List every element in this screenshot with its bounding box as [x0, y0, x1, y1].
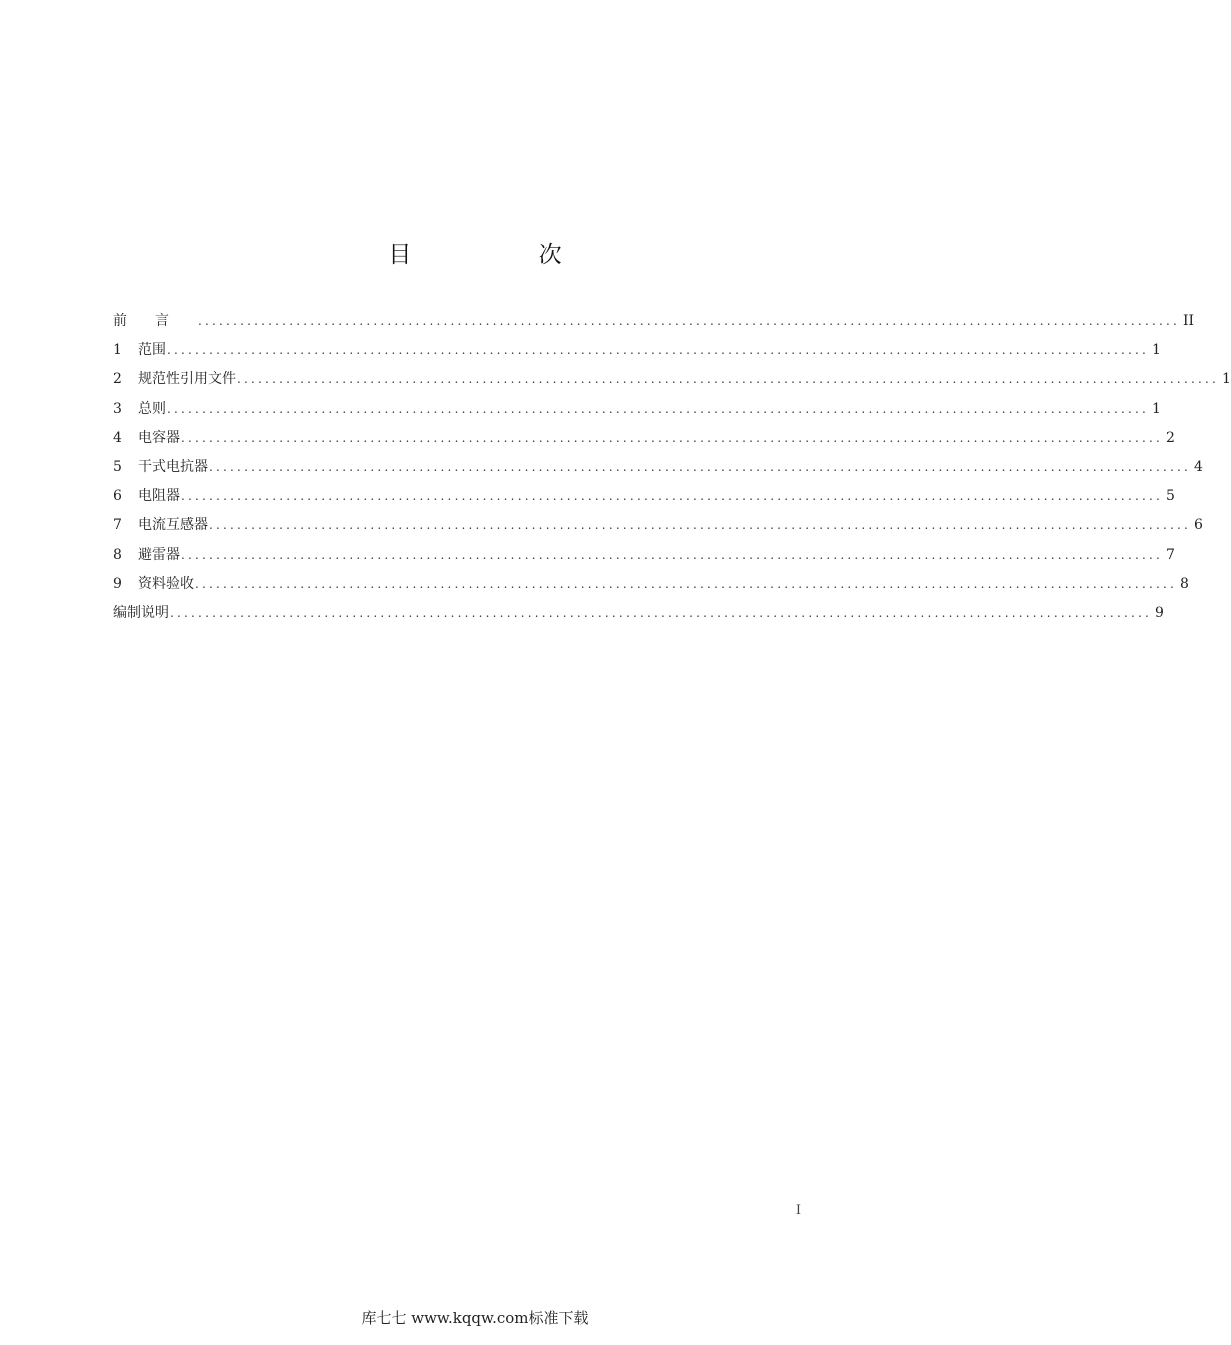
toc-entry-label: 规范性引用文件	[138, 371, 236, 388]
toc-entry-general[interactable]	[113, 397, 1161, 426]
toc-entry-number: 3	[113, 400, 122, 417]
toc-entry-page: 1	[1222, 371, 1231, 388]
toc-entry-label: 电容器	[138, 429, 180, 446]
toc-entry-number: 2	[113, 371, 122, 388]
table-of-contents	[113, 309, 1231, 630]
toc-entry-page: 6	[1194, 517, 1203, 534]
toc-entry-label: 干式电抗器	[138, 458, 208, 475]
toc-entry-page: 2	[1166, 429, 1175, 446]
toc-entry-page: 7	[1166, 546, 1175, 563]
toc-entry-compilation-notes[interactable]	[113, 601, 1164, 630]
toc-entry-label: 资料验收	[138, 575, 194, 592]
toc-entry-number: 6	[113, 488, 122, 505]
toc-entry-documentation-acceptance[interactable]	[113, 572, 1189, 601]
toc-entry-number: 8	[113, 546, 122, 563]
toc-entry-number: 5	[113, 458, 122, 475]
toc-entry-normative-references[interactable]	[113, 367, 1231, 396]
page-title: 目 次	[388, 242, 622, 268]
toc-entry-page: II	[1183, 313, 1195, 329]
toc-entry-label: 前言	[113, 313, 197, 329]
dot-leader: ............................................................................................................................................	[181, 430, 1164, 445]
toc-entry-number: 9	[113, 575, 122, 592]
toc-entry-current-transformer[interactable]	[113, 513, 1203, 542]
toc-entry-label: 避雷器	[138, 546, 180, 563]
dot-leader: ............................................................................................................................................	[195, 576, 1178, 591]
dot-leader: ............................................................................................................................................	[237, 372, 1220, 387]
dot-leader: ............................................................................................................................................	[167, 401, 1150, 416]
toc-entry-page: 1	[1152, 342, 1161, 359]
dot-leader: ............................................................................................................................................	[167, 343, 1150, 358]
dot-leader: ............................................................................................................................................	[170, 605, 1153, 620]
toc-entry-page: 4	[1194, 458, 1203, 475]
page-number: I	[795, 1203, 802, 1218]
toc-entry-resistor[interactable]	[113, 484, 1175, 513]
dot-leader: ............................................................................................................................................	[209, 518, 1192, 533]
toc-entry-number: 7	[113, 517, 122, 534]
toc-entry-number: 4	[113, 429, 122, 446]
toc-entry-label: 范围	[138, 342, 166, 359]
toc-entry-label: 电流互感器	[138, 517, 208, 534]
toc-entry-arrester[interactable]	[113, 543, 1175, 572]
toc-entry-label: 总则	[138, 400, 166, 417]
toc-entry-scope[interactable]	[113, 338, 1161, 367]
toc-entry-page: 1	[1152, 400, 1161, 417]
footer-watermark: 库七七 www.kqqw.com标准下载	[361, 1309, 589, 1327]
toc-entry-capacitor[interactable]	[113, 426, 1175, 455]
toc-entry-dry-reactor[interactable]	[113, 455, 1203, 484]
dot-leader: ............................................................................................................................................	[198, 314, 1181, 328]
toc-entry-label: 编制说明	[113, 604, 169, 621]
toc-entry-page: 9	[1155, 604, 1164, 621]
toc-entry-label: 电阻器	[138, 488, 180, 505]
dot-leader: ............................................................................................................................................	[181, 547, 1164, 562]
toc-entry-number: 1	[113, 342, 122, 359]
toc-entry-page: 5	[1166, 488, 1175, 505]
toc-entry-page: 8	[1180, 575, 1189, 592]
dot-leader: ............................................................................................................................................	[181, 489, 1164, 504]
dot-leader: ............................................................................................................................................	[209, 459, 1192, 474]
toc-entry-foreword[interactable]	[113, 309, 1195, 338]
